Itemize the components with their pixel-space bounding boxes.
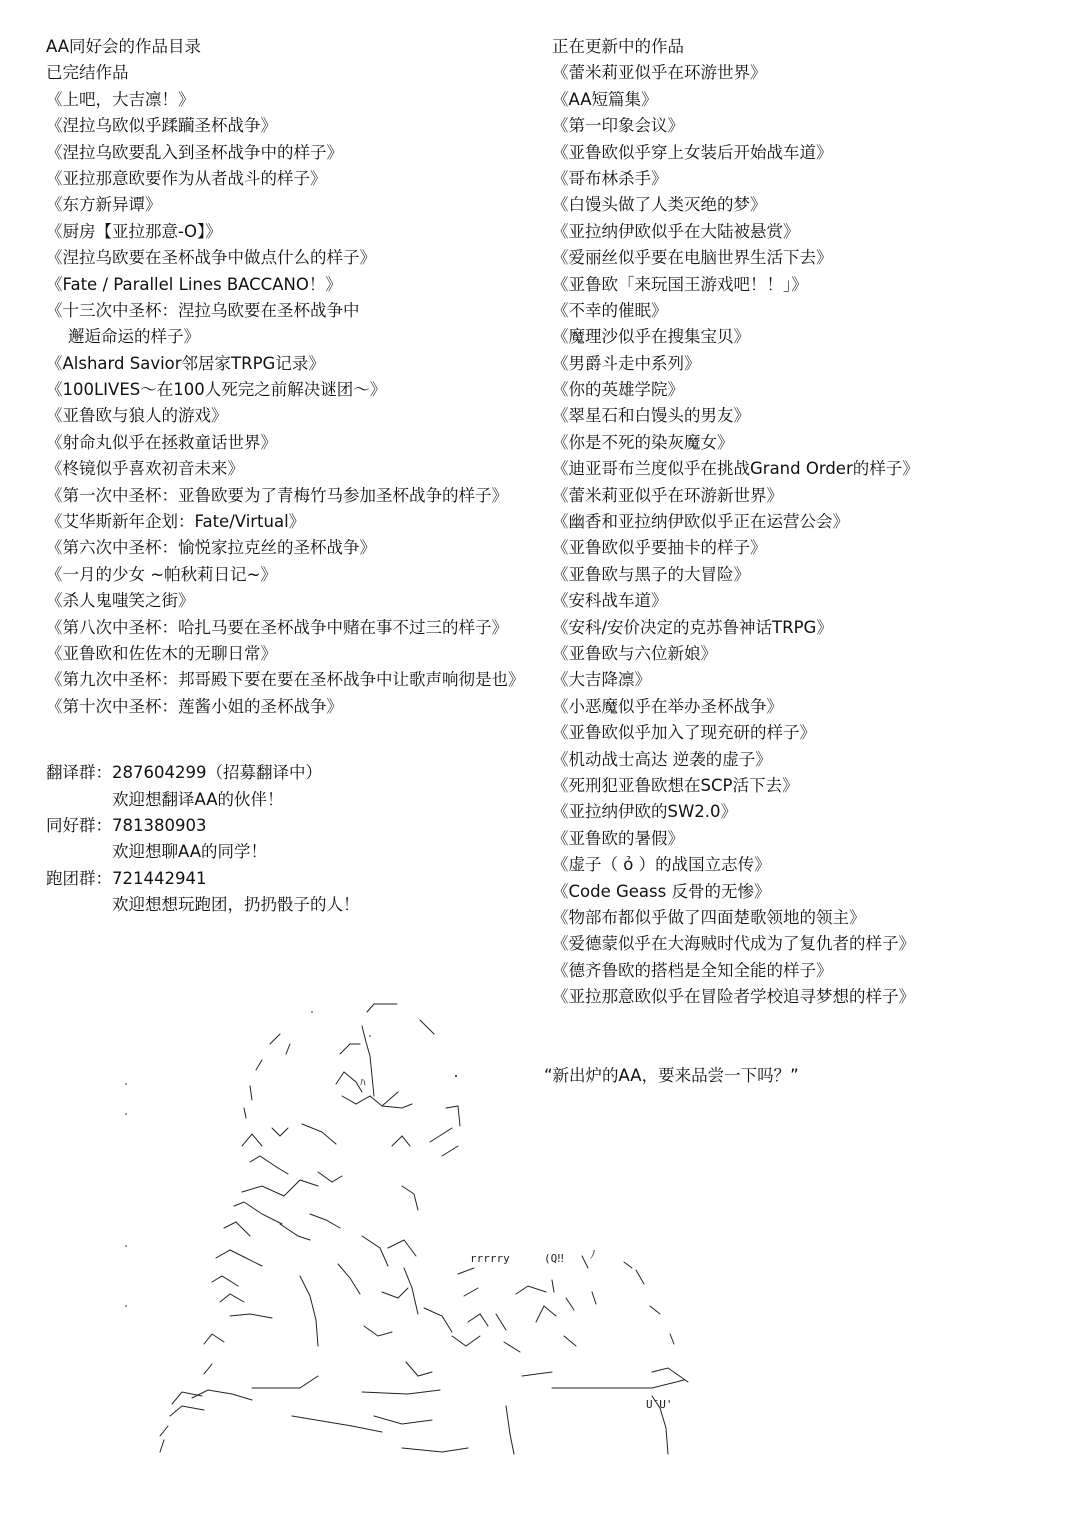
ongoing-works-list: [552, 60, 1072, 1010]
art-text-5: ﾉ: [590, 1248, 596, 1261]
ongoing-work-item: 《虚子（ ỏ ）的战国立志传》: [552, 855, 771, 875]
completed-works-list: [46, 87, 536, 720]
completed-work-item: 《Fate / Parallel Lines BACCANO！》: [46, 274, 342, 294]
ongoing-work-item: 《哥布林杀手》: [552, 168, 668, 188]
ongoing-work-item: 《亚鲁欧与六位新娘》: [552, 643, 717, 663]
character-quote: “新出炉的AA，要来品尝一下吗？”: [544, 1066, 799, 1085]
ongoing-work-item: 《蕾米莉亚似乎在环游新世界》: [552, 485, 783, 505]
ongoing-work-item: 《亚鲁欧似乎要抽卡的样子》: [552, 538, 767, 558]
group-label: 同好群：: [46, 815, 112, 835]
ongoing-work-item: 《亚鲁欧似乎穿上女装后开始战车道》: [552, 142, 833, 162]
group-row: [46, 866, 536, 892]
completed-work-item: 《一月的少女 ~帕秋莉日记~》: [46, 564, 277, 584]
ascii-art-drawing: [112, 996, 712, 1466]
ongoing-work-item: 《迪亚哥布兰度似乎在挑战Grand Order的样子》: [552, 459, 919, 479]
completed-work-item: 《厨房【亚拉那意-O】》: [46, 221, 222, 241]
ongoing-work-item: 《亚鲁欧的暑假》: [552, 828, 684, 848]
ongoing-work-item: 《不幸的催眠》: [552, 300, 668, 320]
completed-work-item: 《涅拉乌欧要乱入到圣杯战争中的样子》: [46, 142, 343, 162]
group-number: 287604299（招募翻译中）: [112, 763, 322, 783]
ongoing-work-item: 《德齐鲁欧的搭档是全知全能的样子》: [552, 960, 833, 980]
completed-work-item: 《Alshard Savior邻居家TRPG记录》: [46, 353, 325, 373]
group-label: 翻译群：: [46, 763, 112, 783]
group-note: 欢迎想想玩跑团，扔扔骰子的人！: [112, 895, 360, 915]
group-row: [46, 813, 536, 839]
art-text-4: ﾊ: [360, 1076, 366, 1089]
ongoing-work-item: 《亚鲁欧与黑子的大冒险》: [552, 564, 750, 584]
ongoing-work-item: 《安科/安价决定的克苏鲁神话TRPG》: [552, 617, 833, 637]
ascii-art-illustration: [112, 996, 712, 1466]
art-text-3: U¯U': [646, 1398, 673, 1411]
group-number: 781380903: [112, 815, 207, 835]
completed-work-item: 《柊镜似乎喜欢初音未来》: [46, 459, 244, 479]
ongoing-work-item: 《亚拉那意欧似乎在冒险者学校追寻梦想的样子》: [552, 987, 915, 1007]
ongoing-work-item: 《你的英雄学院》: [552, 380, 684, 400]
ongoing-work-item: 《爱丽丝似乎要在电脑世界生活下去》: [552, 248, 833, 268]
contact-groups: [46, 760, 536, 918]
ongoing-work-item: 《翠星石和白馒头的男友》: [552, 406, 750, 426]
completed-work-item: 《杀人鬼嗤笑之街》: [46, 591, 195, 611]
completed-work-item: 《第八次中圣杯：哈扎马要在圣杯战争中赌在事不过三的样子》: [46, 617, 508, 637]
ongoing-work-item: 《魔理沙似乎在搜集宝贝》: [552, 327, 750, 347]
completed-works-column: [46, 34, 536, 919]
ongoing-work-item: 《亚鲁欧「来玩国王游戏吧！！」》: [552, 274, 808, 294]
ongoing-work-item: 《白馒头做了人类灭绝的梦》: [552, 195, 767, 215]
completed-work-item: 《亚鲁欧与狼人的游戏》: [46, 406, 228, 426]
completed-work-item: 邂逅命运的样子》: [68, 327, 200, 347]
ongoing-work-item: 《亚鲁欧似乎加入了现充研的样子》: [552, 723, 816, 743]
completed-work-item: 《亚拉那意欧要作为从者战斗的样子》: [46, 168, 327, 188]
ongoing-work-item: 《机动战士高达 逆袭的虚子》: [552, 749, 772, 769]
ongoing-work-item: 《男爵斗走中系列》: [552, 353, 701, 373]
catalog-title: AA同好会的作品目录: [46, 37, 202, 56]
completed-work-item: 《100LIVES～在100人死完之前解决谜团～》: [46, 380, 387, 400]
group-label: 跑团群：: [46, 868, 112, 888]
completed-work-item: 《亚鲁欧和佐佐木的无聊日常》: [46, 643, 277, 663]
ongoing-work-item: 《小恶魔似乎在举办圣杯战争》: [552, 696, 783, 716]
completed-work-item: 《射命丸似乎在拯救童话世界》: [46, 432, 277, 452]
ongoing-work-item: 《Code Geass 反骨的无惨》: [552, 881, 771, 901]
ongoing-work-item: 《物部布都似乎做了四面楚歌领地的领主》: [552, 907, 866, 927]
completed-work-item: 《十三次中圣杯：涅拉乌欧要在圣杯战争中: [46, 300, 360, 320]
art-text-2: (Q‼: [544, 1252, 564, 1265]
ongoing-works-column: [552, 34, 1072, 1010]
ongoing-works-heading: 正在更新中的作品: [552, 37, 684, 56]
ongoing-work-item: 《你是不死的染灰魔女》: [552, 432, 734, 452]
ongoing-work-item: 《安科战车道》: [552, 591, 668, 611]
completed-work-item: 《第六次中圣杯：愉悦家拉克丝的圣杯战争》: [46, 538, 376, 558]
ongoing-work-item: 《蕾米莉亚似乎在环游世界》: [552, 63, 767, 83]
completed-work-item: 《东方新异谭》: [46, 195, 162, 215]
completed-work-item: 《艾华斯新年企划：Fate/Virtual》: [46, 512, 306, 532]
group-number: 721442941: [112, 868, 207, 888]
ongoing-work-item: 《AA短篇集》: [552, 89, 658, 109]
group-row: [46, 760, 536, 786]
completed-work-item: 《涅拉乌欧似乎蹂躏圣杯战争》: [46, 116, 277, 136]
ongoing-work-item: 《大吉降凛》: [552, 670, 651, 690]
ongoing-work-item: 《死刑犯亚鲁欧想在SCP活下去》: [552, 775, 799, 795]
completed-work-item: 《上吧，大吉凛！》: [46, 89, 195, 109]
group-note: 欢迎想聊AA的同学！: [112, 842, 268, 862]
completed-work-item: 《第十次中圣杯：莲酱小姐的圣杯战争》: [46, 696, 343, 716]
completed-works-heading: 已完结作品: [46, 63, 129, 83]
ongoing-work-item: 《亚拉纳伊欧似乎在大陆被悬赏》: [552, 221, 800, 241]
ongoing-work-item: 《幽香和亚拉纳伊欧似乎正在运营公会》: [552, 512, 849, 532]
art-text-1: rrrrry: [470, 1252, 510, 1265]
completed-work-item: 《第九次中圣杯：邦哥殿下要在要在圣杯战争中让歌声响彻是也》: [46, 670, 525, 690]
ongoing-work-item: 《亚拉纳伊欧的SW2.0》: [552, 802, 738, 822]
completed-work-item: 《第一次中圣杯：亚鲁欧要为了青梅竹马参加圣杯战争的样子》: [46, 485, 508, 505]
completed-work-item: 《涅拉乌欧要在圣杯战争中做点什么的样子》: [46, 248, 376, 268]
ongoing-work-item: 《爱德蒙似乎在大海贼时代成为了复仇者的样子》: [552, 934, 915, 954]
group-note: 欢迎想翻译AA的伙伴！: [112, 789, 284, 809]
ongoing-work-item: 《第一印象会议》: [552, 116, 684, 136]
